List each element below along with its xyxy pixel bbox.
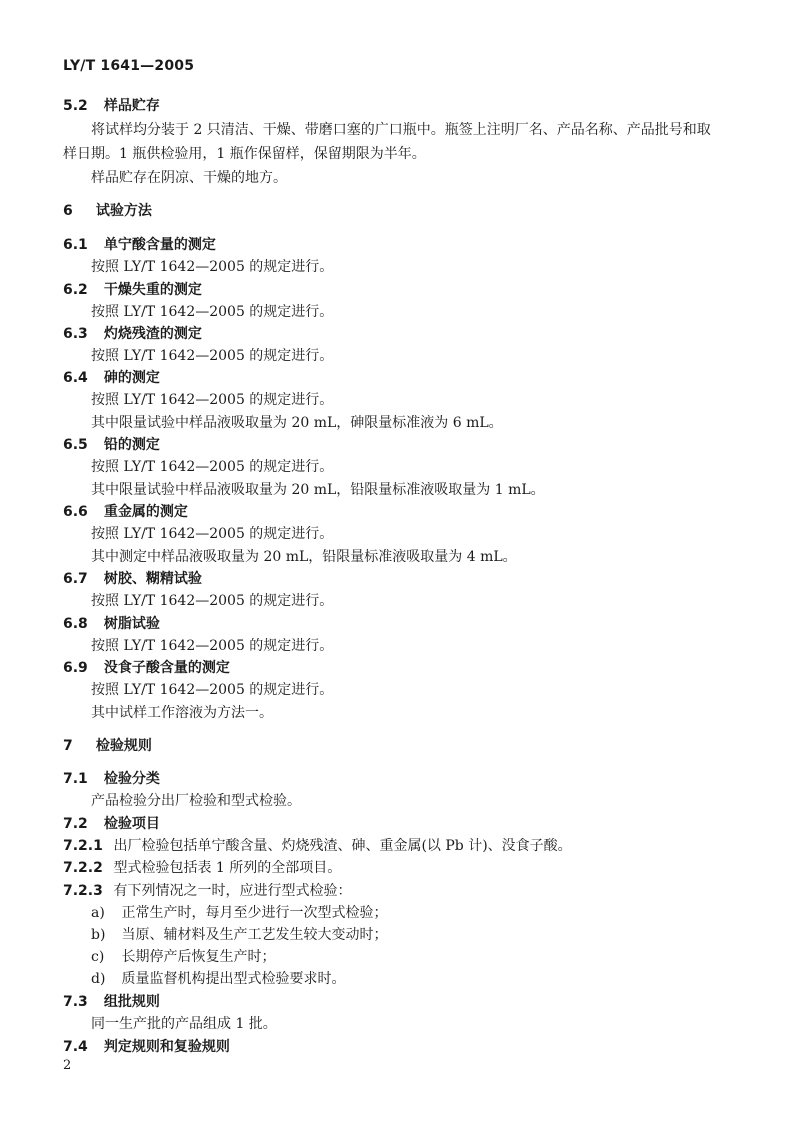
section-6-heading xyxy=(63,202,152,220)
paragraph: 其中测定中样品液吸取量为 20 mL，铅限量标准液吸取量为 4 mL。 xyxy=(91,549,517,565)
clause-7-2-2 xyxy=(63,859,341,877)
section-7-heading xyxy=(63,737,152,755)
section-number: 7 xyxy=(63,738,73,754)
section-title: 判定规则和复验规则 xyxy=(103,1039,230,1055)
list-text: 质量监督机构提出型式检验要求时。 xyxy=(121,971,346,987)
section-7-3-heading xyxy=(63,993,160,1011)
section-title: 检验项目 xyxy=(103,816,160,832)
paragraph: 按照 LY/T 1642—2005 的规定进行。 xyxy=(91,392,334,408)
section-7-4-heading xyxy=(63,1038,230,1056)
clause-number: 7.2.3 xyxy=(63,883,103,899)
section-number: 6.8 xyxy=(63,616,88,632)
section-number: 6.1 xyxy=(63,237,88,253)
clause-number: 7.2.2 xyxy=(63,860,103,876)
paragraph: 按照 LY/T 1642—2005 的规定进行。 xyxy=(91,526,334,542)
section-6-2-heading xyxy=(63,281,202,299)
page-number: 2 xyxy=(63,1058,72,1073)
list-label: d) xyxy=(91,971,106,987)
list-item xyxy=(91,948,275,966)
section-6-5-heading xyxy=(63,436,160,454)
section-title: 组批规则 xyxy=(103,994,160,1010)
section-number: 6.3 xyxy=(63,326,88,342)
list-label: b) xyxy=(91,927,106,943)
paragraph: 按照 LY/T 1642—2005 的规定进行。 xyxy=(91,682,334,698)
paragraph: 其中试样工作溶液为方法一。 xyxy=(91,705,273,721)
section-number: 6.6 xyxy=(63,504,88,520)
paragraph: 按照 LY/T 1642—2005 的规定进行。 xyxy=(91,593,334,609)
clause-7-2-1 xyxy=(63,837,572,855)
section-6-8-heading xyxy=(63,615,160,633)
section-6-9-heading xyxy=(63,659,230,677)
section-number: 6.2 xyxy=(63,282,88,298)
paragraph: 按照 LY/T 1642—2005 的规定进行。 xyxy=(91,304,334,320)
section-title: 重金属的测定 xyxy=(103,504,188,520)
list-label: c) xyxy=(91,949,105,965)
section-number: 6 xyxy=(63,203,73,219)
clause-text: 有下列情况之一时，应进行型式检验： xyxy=(113,883,352,899)
paragraph: 按照 LY/T 1642—2005 的规定进行。 xyxy=(91,259,334,275)
clause-text: 型式检验包括表 1 所列的全部项目。 xyxy=(113,860,342,876)
section-number: 7.1 xyxy=(63,771,88,787)
section-title: 树胶、糊精试验 xyxy=(103,571,202,587)
section-6-6-heading xyxy=(63,503,188,521)
list-item xyxy=(91,970,345,988)
section-5-2-heading xyxy=(63,97,160,115)
paragraph: 同一生产批的产品组成 1 批。 xyxy=(91,1016,277,1032)
paragraph: 将试样均分装于 2 只清洁、干燥、带磨口塞的广口瓶中。瓶签上注明厂名、产品名称、产品批号和取 xyxy=(91,122,711,138)
list-item xyxy=(91,904,387,922)
list-item xyxy=(91,926,387,944)
section-title: 砷的测定 xyxy=(103,370,160,386)
section-title: 样品贮存 xyxy=(103,98,160,114)
section-title: 检验分类 xyxy=(103,771,160,787)
paragraph: 样日期。1 瓶供检验用，1 瓶作保留样，保留期限为半年。 xyxy=(63,146,426,162)
section-title: 干燥失重的测定 xyxy=(103,282,202,298)
section-6-4-heading xyxy=(63,369,160,387)
section-number: 6.4 xyxy=(63,370,88,386)
section-title: 没食子酸含量的测定 xyxy=(103,660,230,676)
section-title: 灼烧残渣的测定 xyxy=(103,326,202,342)
clause-text: 出厂检验包括单宁酸含量、灼烧残渣、砷、重金属(以 Pb 计)、没食子酸。 xyxy=(113,838,572,854)
section-number: 7.2 xyxy=(63,816,88,832)
paragraph: 按照 LY/T 1642—2005 的规定进行。 xyxy=(91,638,334,654)
section-number: 7.4 xyxy=(63,1039,88,1055)
section-6-1-heading xyxy=(63,236,216,254)
section-title: 单宁酸含量的测定 xyxy=(103,237,216,253)
list-text: 正常生产时，每月至少进行一次型式检验； xyxy=(121,905,388,921)
paragraph: 产品检验分出厂检验和型式检验。 xyxy=(91,793,301,809)
list-text: 当原、辅材料及生产工艺发生较大变动时； xyxy=(121,927,388,943)
section-number: 6.9 xyxy=(63,660,88,676)
section-7-2-heading xyxy=(63,815,160,833)
paragraph: 其中限量试验中样品液吸取量为 20 mL，砷限量标准液为 6 mL。 xyxy=(91,415,503,431)
clause-number: 7.2.1 xyxy=(63,838,103,854)
section-7-1-heading xyxy=(63,770,160,788)
section-title: 树脂试验 xyxy=(103,616,160,632)
document-header-id: LY/T 1641—2005 xyxy=(63,58,195,74)
section-number: 5.2 xyxy=(63,98,88,114)
clause-7-2-3 xyxy=(63,882,351,900)
section-number: 6.5 xyxy=(63,437,88,453)
section-6-7-heading xyxy=(63,570,202,588)
paragraph: 按照 LY/T 1642—2005 的规定进行。 xyxy=(91,459,334,475)
list-label: a) xyxy=(91,905,105,921)
paragraph: 按照 LY/T 1642—2005 的规定进行。 xyxy=(91,348,334,364)
section-number: 6.7 xyxy=(63,571,88,587)
section-title: 铅的测定 xyxy=(103,437,160,453)
section-title: 试验方法 xyxy=(95,203,152,219)
list-text: 长期停产后恢复生产时； xyxy=(121,949,276,965)
section-title: 检验规则 xyxy=(95,738,152,754)
section-number: 7.3 xyxy=(63,994,88,1010)
section-6-3-heading xyxy=(63,325,202,343)
paragraph: 样品贮存在阴凉、干燥的地方。 xyxy=(91,170,287,186)
paragraph: 其中限量试验中样品液吸取量为 20 mL，铅限量标准液吸取量为 1 mL。 xyxy=(91,482,545,498)
